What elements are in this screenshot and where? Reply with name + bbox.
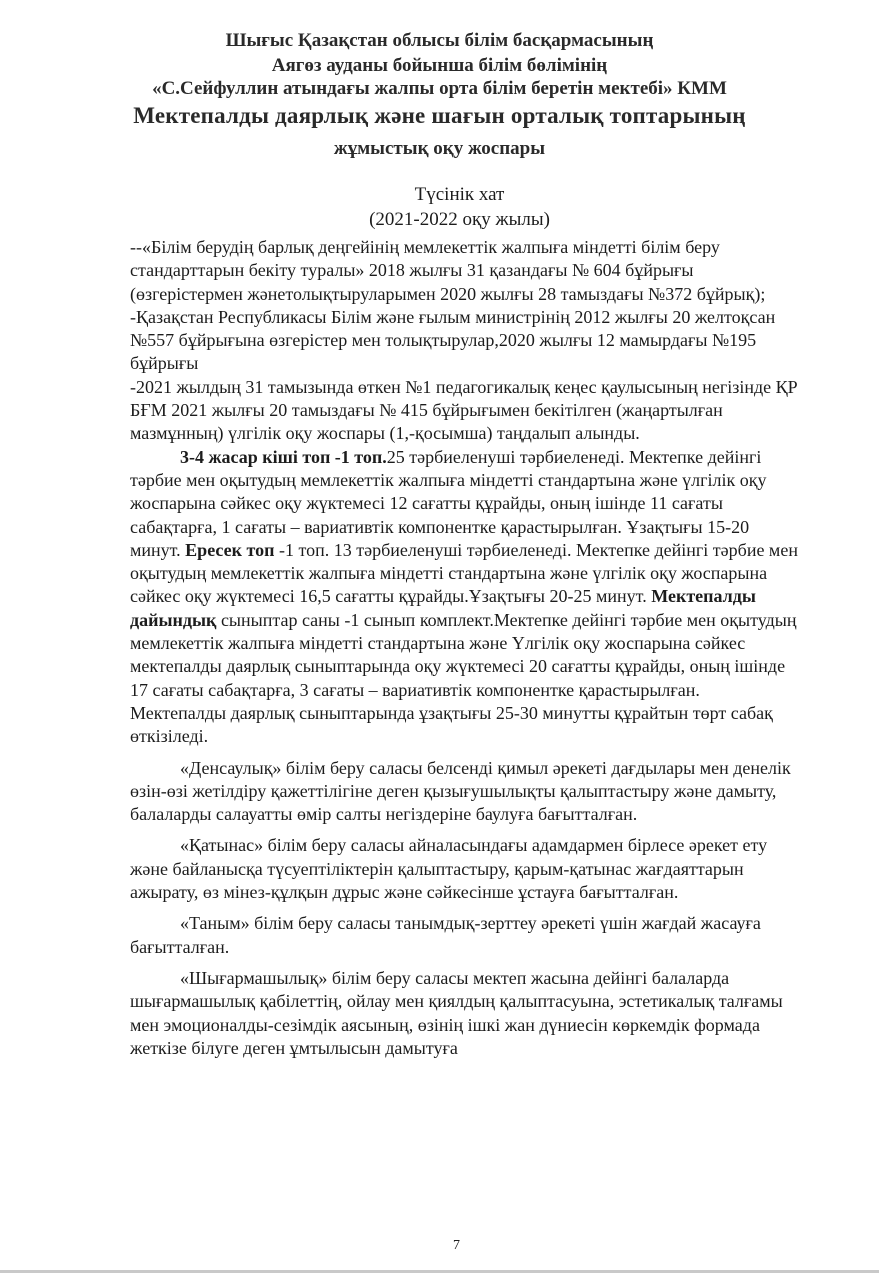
paragraph-cognition: «Таным» білім беру саласы танымдық-зерттеу әрекеті үшін жағдай жасауға бағытталған. (130, 913, 761, 957)
academic-year: (2021-2022 оқу жылы) (369, 209, 550, 230)
paragraph-2: -Қазақстан Республикасы Білім және ғылым министрінің 2012 жылғы 20 желтоқсан №557 бұйрығына өзгерістер мен толықтырулар,2020 жылғы 12 мамырдағы №195 бұйрығы (130, 306, 776, 374)
preschool-label: Мектепалды дайындық (130, 586, 756, 630)
group-junior-label: 3-4 жасар кіші топ -1 топ. (180, 446, 387, 467)
paragraph-health: «Денсаулық» білім беру саласы белсенді қимыл әрекеті дағдылары мен денелік өзін-өзі жетілдіру қажеттілігіне деген қызығушылықты қалыптастыру және дамыту, балаларды салауатты өмір салты негіздеріне баулуға бағытталған. (130, 757, 791, 825)
paragraph-creativity: «Шығармашылық» білім беру саласы мектеп жасына дейінгі балаларда шығармашылық қабілеттің, ойлау мен қиялдың қалыптасуына, эстетикалық талғамы мен эмоционалды-сезімдік аясының, өзінің ішкі жан дүниесін көркемдік формада жеткізе білуге деген ұмтылысын дамытуға (130, 967, 783, 1058)
paragraph-1: --«Білім берудің барлық деңгейінің мемлекеттік жалпыға міндетті білім беру стандарттарын бекіту туралы» 2018 жылғы 31 қазандағы № 604 бұйрығы (өзгерістермен жәнетолықтыруларымен 2020 жылғы 28 тамыздағы №372 бұйрық); (130, 237, 766, 304)
document-body (130, 236, 798, 1060)
scan-edge (0, 1270, 879, 1273)
document-subtitle: жұмыстық оқу жоспары (333, 138, 546, 159)
preschool-text: сыныптар саны -1 сынып комплект.Мектепке дейінгі тәрбие мен оқытудың мемлекеттік жалпыға міндетті стандартына және Үлгілік оқу жоспарына сәйкес мектепалды даярлық сыныптарында оқу жүктемесі 20 сағатты құрайды, оның ішінде 17 сағаты сабақтарға, 3 сағаты – вариативтік компонентке қарастырылған. Мектепалды даярлық сыныптарында ұзақтығы 25-30 минутты құрайтын төрт сабақ өткізіледі. (130, 609, 797, 747)
paragraph-communication: «Қатынас» білім беру саласы айналасындағы адамдармен бірлесе әрекет ету және байланысқа түсуептіліктерін қалыптастыру, қарым-қатынас жағдаяттарын ажырату, өз мінез-құлқын дұрыс және сәйкесінше ұстауға бағытталған. (130, 835, 768, 903)
paragraph-3: -2021 жылдың 31 тамызында өткен №1 педагогикалық кеңес қаулысының негізінде ҚР БҒМ 2021 жылғы 20 тамыздағы № 415 бұйрығымен бекітілген (жаңартылған мазмұнның) үлгілік оқу жоспары (1,-қосымша) таңдалып алынды. (130, 376, 798, 444)
group-junior-text: 25 тәрбиеленуші тәрбиеленеді. Мектепке дейінгі тәрбие мен оқытудың мемлекеттік жалпыға міндетті стандартына және үлгілік оқу жоспарына сәйкес оқу жүктемесі 12 сағатты құрайды, оның ішінде 11 сағаты сабақтарға, 1 сағаты – вариативтік компонентке қарастырылған. Ұзақтығы 15-20 минут. (130, 446, 767, 560)
header-department: Аягөз ауданы бойынша білім бөлімінің (271, 55, 608, 76)
paragraph-4 (130, 446, 798, 749)
group-senior-text: -1 топ. 13 тәрбиеленуші тәрбиеленеді. Мектепке дейінгі тәрбие мен оқытудың мемлекеттік жалпыға міндетті стандартына және үлгілік оқу жоспарына сәйкес оқу жүктемесі 16,5 сағатты құрайды.Ұзақтығы 20-25 минут. (130, 539, 798, 607)
page-number: 7 (453, 1238, 460, 1253)
header-region: Шығыс Қазақстан облысы білім басқармасының (225, 30, 654, 51)
header-school: «С.Сейфуллин атындағы жалпы орта білім беретін мектебі» КММ (152, 78, 727, 99)
document-title: Мектепалды даярлық және шағын орталық топтарының (133, 103, 746, 128)
section-title: Түсінік хат (414, 184, 505, 205)
group-senior-label: Ересек топ (185, 539, 275, 560)
